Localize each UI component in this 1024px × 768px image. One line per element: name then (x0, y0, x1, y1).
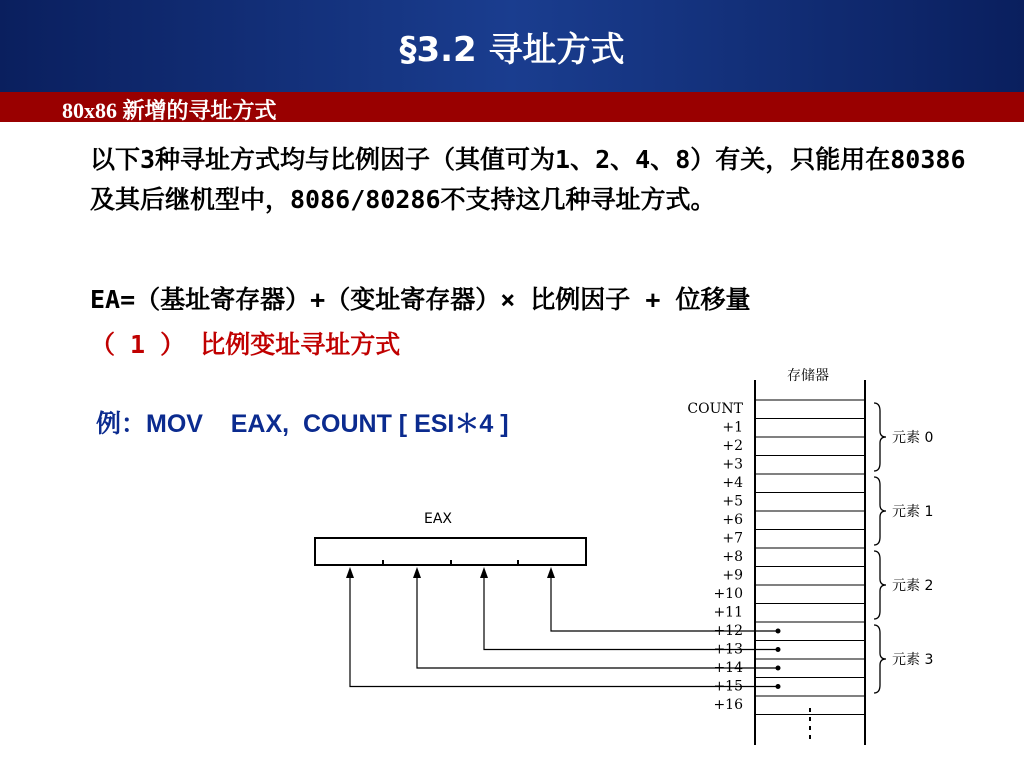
memory-offset-label: +1 (722, 419, 743, 436)
section-heading: （ 1 ） 比例变址寻址方式 (90, 330, 401, 359)
memory-offset-label: +5 (722, 493, 743, 510)
memory-offset-label: +8 (722, 549, 743, 565)
arrow-head (346, 567, 354, 578)
element-brace (874, 625, 886, 693)
arrow-head (547, 567, 555, 578)
memory-title: 存储器 (787, 368, 829, 384)
element-brace (874, 551, 886, 619)
memory-offset-label: +6 (722, 512, 743, 528)
element-brace (874, 477, 886, 545)
memory-offset-label: +15 (713, 678, 743, 695)
memory-offset-label: +13 (713, 641, 743, 658)
memory-offset-label: +10 (713, 586, 743, 602)
element-braces (874, 403, 933, 693)
element-label: 元素 1 (892, 504, 934, 520)
memory-offsets (687, 401, 743, 713)
example-instruction: 例：MOV EAX, COUNT [ ESI＊4 ] (96, 410, 509, 438)
ea-formula: EA=（基址寄存器）+（变址寄存器）× 比例因子 + 位移量 (90, 285, 751, 314)
memory-offset-label: +11 (713, 604, 743, 621)
byte-path (551, 572, 778, 631)
memory-offset-label: +4 (722, 475, 743, 491)
memory-column (755, 380, 865, 745)
arrow-head (413, 567, 421, 578)
memory-offset-label: +3 (722, 456, 743, 473)
byte-dot (776, 647, 781, 652)
arrow-head (480, 567, 488, 578)
memory-offset-label: COUNT (687, 401, 743, 417)
byte-dot (776, 684, 781, 689)
memory-offset-label: +2 (722, 438, 743, 454)
memory-offset-label: +7 (722, 530, 743, 547)
memory-offset-label: +16 (713, 697, 743, 713)
byte-dot (776, 629, 781, 634)
memory-offset-label: +9 (722, 567, 743, 584)
eax-label: EAX (423, 511, 453, 527)
element-label: 元素 0 (892, 430, 934, 446)
byte-dot (776, 666, 781, 671)
memory-offset-label: +14 (713, 660, 743, 676)
element-brace (874, 403, 886, 471)
slide-title: §3.2 寻址方式 (399, 30, 625, 70)
memory-offset-label: +12 (713, 623, 743, 639)
element-label: 元素 3 (892, 652, 934, 668)
intro-paragraph: 以下3种寻址方式均与比例因子（其值可为1、2、4、8）有关，只能用在80386及其后继机型中，8086/80286不支持这几种寻址方式。 (90, 145, 966, 214)
slide-subtitle: 80x86 新增的寻址方式 (62, 98, 277, 123)
element-label: 元素 2 (892, 578, 934, 594)
